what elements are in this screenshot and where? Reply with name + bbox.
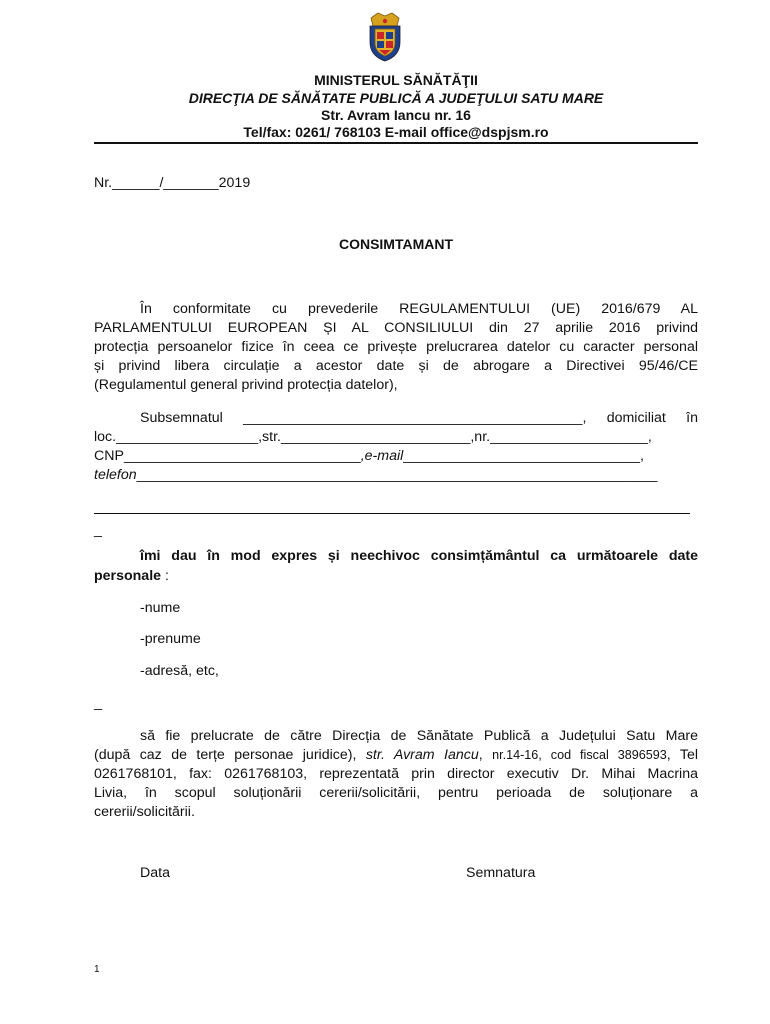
loc-label: loc. — [94, 429, 117, 445]
dash-separator-1: _ — [94, 522, 102, 538]
address-row — [94, 428, 698, 447]
data-item-adresa: -adresă, etc, — [140, 663, 219, 679]
domiciliat-label: , domiciliat în — [582, 410, 698, 426]
processing-comma: , — [478, 747, 493, 763]
intro-line-2: PARLAMENTULUI EUROPEAN ȘI AL CONSILIULUI din 27 aprilie 2016 privind — [94, 320, 698, 336]
registration-number: Nr.______/_______2019 — [94, 175, 251, 191]
subsemnatul-row — [140, 409, 698, 428]
page-number: 1 — [94, 964, 100, 975]
intro-line-3: protecția persoanelor fizice în ceea ce privește prelucrarea datelor cu caracter personal — [94, 339, 698, 355]
processing-line-5: cererii/solicitării. — [94, 804, 195, 820]
email-label: ,e-mail — [360, 448, 404, 464]
processing-line-2a: (după caz de terțe personae juridice), — [94, 747, 366, 763]
nr-blank[interactable]: ____________________ — [490, 429, 648, 445]
consent-line-1: îmi dau în mod expres și neechivoc consimțământul ca următoarele date — [140, 548, 698, 564]
processing-tel: , Tel — [666, 747, 698, 763]
email-end: , — [639, 448, 644, 464]
str-label: ,str. — [258, 429, 281, 445]
header-address: Str. Avram Iancu nr. 16 — [321, 107, 471, 123]
subsemnatul-blank[interactable]: ___________________________________________ — [243, 410, 583, 426]
telefon-label: telefon — [94, 467, 137, 483]
email-blank[interactable]: ______________________________ — [403, 448, 640, 464]
cnp-label: CNP — [94, 448, 124, 464]
header-divider — [94, 142, 698, 144]
nr-end: , — [647, 429, 652, 445]
cnp-blank[interactable]: ______________________________ — [123, 448, 361, 464]
telefon-row — [94, 466, 657, 485]
intro-line-4: și privind libera circulație a acestor date și de abrogare a Directivei 95/46/CE — [94, 358, 698, 374]
directorate-name: DIRECŢIA DE SĂNĂTATE PUBLICĂ A JUDEŢULUI SATU MARE — [188, 90, 604, 106]
processing-street: str. Avram Iancu — [365, 747, 479, 763]
intro-line-5: (Regulamentul general privind protecția datelor), — [94, 377, 398, 393]
date-label: Data — [140, 865, 170, 881]
loc-blank[interactable]: __________________ — [116, 429, 259, 445]
consent-colon: : — [161, 568, 169, 584]
data-item-prenume: -prenume — [140, 631, 201, 647]
consent-personale: personale — [94, 568, 162, 584]
processing-line-1: să fie prelucrate de către Direcția de Sănătate Publică a Județului Satu Mare — [140, 728, 698, 744]
signature-label: Semnatura — [466, 865, 536, 881]
subsemnatul-label: Subsemnatul — [140, 410, 223, 426]
processing-fiscal: nr.14-16, cod fiscal 3896593 — [492, 748, 667, 762]
processing-line-2 — [94, 746, 698, 765]
telefon-blank[interactable]: __________________________________________________________________ — [136, 467, 658, 483]
processing-line-3: 0261768101, fax: 0261768103, reprezentată prin director executiv Dr. Mihai Macrina — [94, 766, 698, 782]
processing-line-4: Livia, în scopul soluționării cererii/solicitării, pentru perioada de soluționare a — [94, 785, 698, 801]
dash-separator-2: _ — [94, 695, 102, 711]
consent-line-2 — [94, 567, 169, 586]
cnp-email-row — [94, 447, 698, 466]
nr-label: ,nr. — [470, 429, 491, 445]
ministry-name: MINISTERUL SĂNĂTĂŢII — [314, 72, 478, 88]
header-contact: Tel/fax: 0261/ 768103 E-mail office@dspjsm.ro — [243, 124, 549, 140]
str-blank[interactable]: ________________________ — [280, 429, 471, 445]
intro-line-1: În conformitate cu prevederile REGULAMENTULUI (UE) 2016/679 AL — [140, 301, 698, 317]
document-title: CONSIMTAMANT — [338, 236, 454, 252]
romania-coat-of-arms-icon — [368, 12, 402, 62]
extra-blank-line[interactable] — [94, 513, 690, 514]
data-item-nume: -nume — [140, 600, 181, 616]
